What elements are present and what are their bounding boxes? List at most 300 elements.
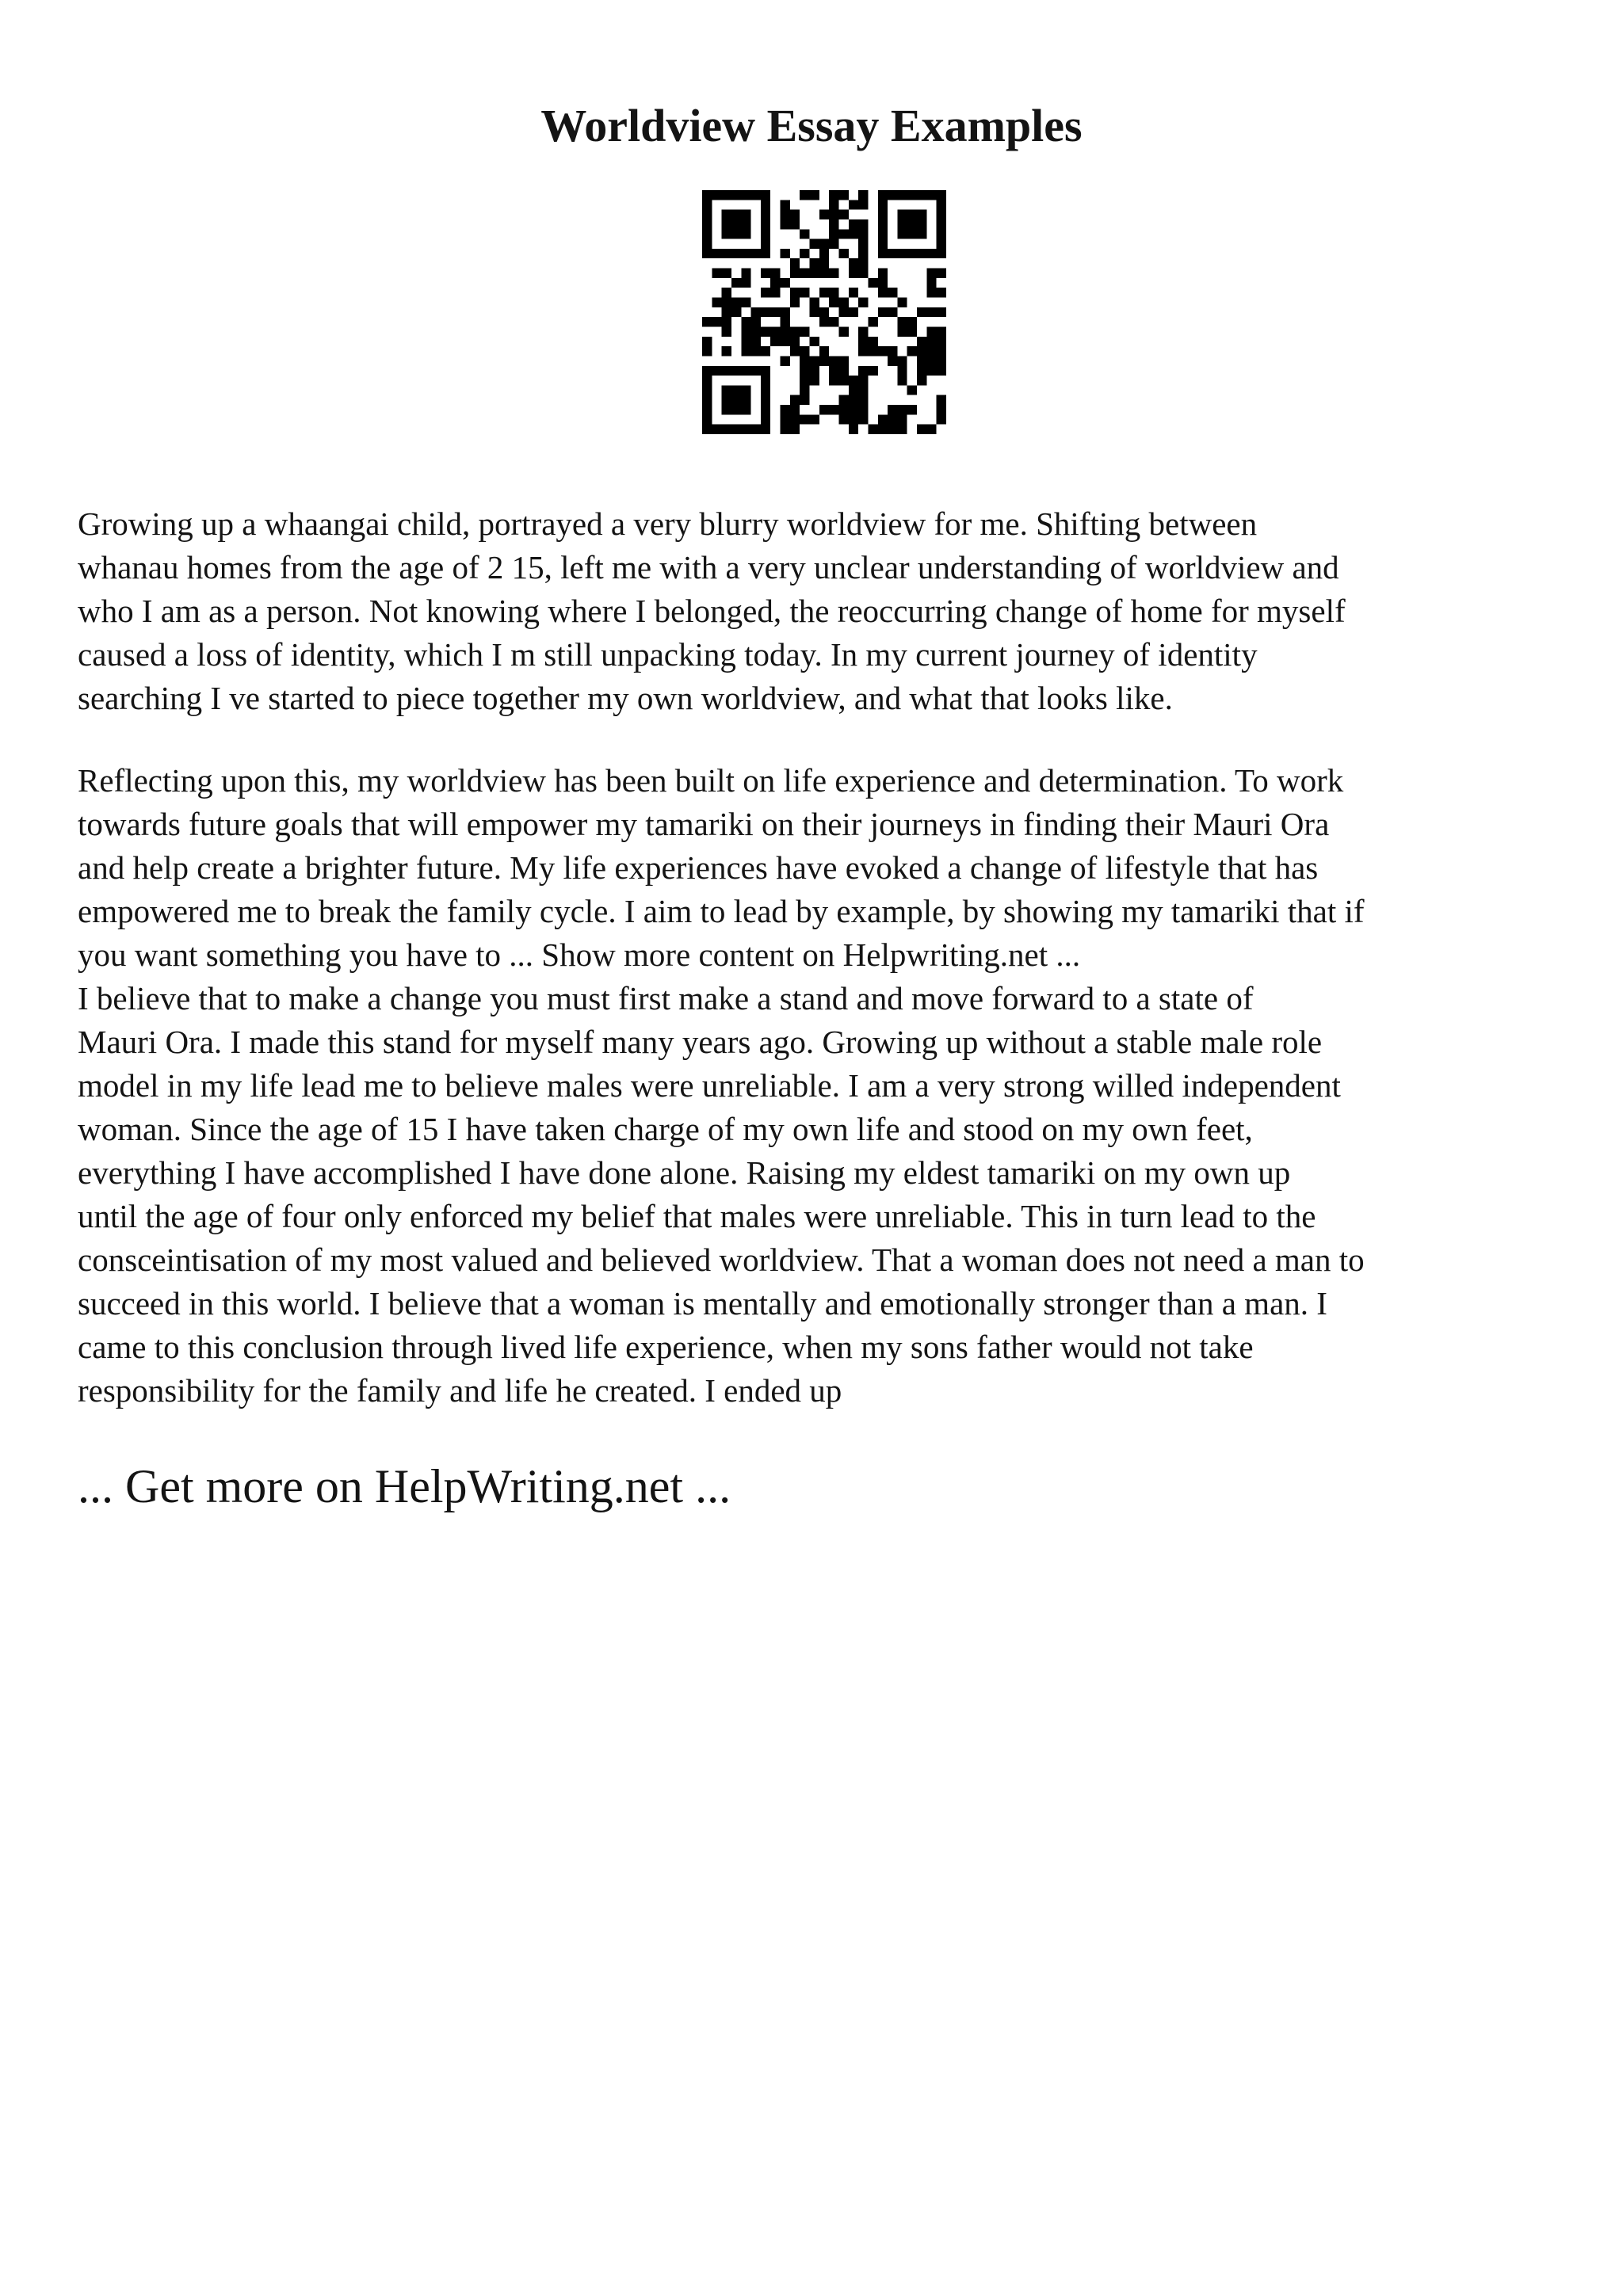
qr-module bbox=[761, 366, 770, 376]
qr-module bbox=[937, 346, 946, 356]
qr-module bbox=[800, 395, 809, 405]
qr-module bbox=[781, 326, 790, 336]
qr-module bbox=[702, 317, 712, 326]
qr-module bbox=[761, 395, 770, 405]
qr-module bbox=[926, 269, 936, 278]
qr-module bbox=[741, 249, 750, 258]
qr-module bbox=[897, 229, 907, 238]
qr-module bbox=[712, 249, 721, 258]
qr-module bbox=[888, 356, 897, 365]
qr-module bbox=[800, 326, 809, 336]
qr-module bbox=[790, 210, 800, 219]
qr-module bbox=[829, 239, 838, 249]
qr-module bbox=[810, 190, 819, 200]
get-more-link[interactable]: ... Get more on HelpWriting.net ... bbox=[78, 1460, 731, 1512]
qr-module bbox=[907, 229, 917, 238]
qr-module bbox=[819, 317, 829, 326]
qr-module bbox=[838, 307, 848, 317]
qr-module bbox=[800, 229, 809, 238]
qr-module bbox=[829, 200, 838, 209]
qr-module bbox=[722, 326, 731, 336]
qr-module bbox=[810, 376, 819, 385]
qr-module bbox=[878, 239, 888, 249]
qr-module bbox=[790, 298, 800, 307]
qr-module bbox=[731, 425, 741, 434]
qr-module bbox=[907, 385, 917, 395]
qr-module bbox=[888, 190, 897, 200]
paragraph-line: and help create a brighter future. My life experiences have evoked a change of lifestyle that has bbox=[78, 849, 1319, 886]
qr-module bbox=[800, 346, 809, 356]
qr-module bbox=[897, 298, 907, 307]
qr-module bbox=[897, 366, 907, 376]
qr-module bbox=[858, 258, 868, 268]
qr-module bbox=[838, 414, 848, 424]
qr-module bbox=[819, 307, 829, 317]
qr-module bbox=[917, 346, 926, 356]
qr-module bbox=[751, 307, 761, 317]
qr-module bbox=[937, 219, 946, 229]
qr-module bbox=[878, 307, 888, 317]
qr-module bbox=[868, 425, 877, 434]
qr-module bbox=[849, 307, 858, 317]
qr-module bbox=[937, 356, 946, 365]
qr-module bbox=[741, 385, 750, 395]
qr-module bbox=[761, 200, 770, 209]
qr-module bbox=[917, 210, 926, 219]
qr-module bbox=[878, 288, 888, 297]
qr-module bbox=[781, 278, 790, 288]
qr-module bbox=[897, 317, 907, 326]
qr-module bbox=[888, 425, 897, 434]
qr-module bbox=[819, 269, 829, 278]
qr-module bbox=[722, 269, 731, 278]
qr-module bbox=[897, 356, 907, 365]
qr-module bbox=[712, 317, 721, 326]
qr-module bbox=[731, 395, 741, 405]
qr-module bbox=[741, 366, 750, 376]
qr-module bbox=[897, 219, 907, 229]
qr-module bbox=[888, 288, 897, 297]
qr-module bbox=[926, 346, 936, 356]
qr-module bbox=[907, 346, 917, 356]
qr-module bbox=[800, 356, 809, 365]
qr-module bbox=[781, 200, 790, 209]
qr-module bbox=[722, 190, 731, 200]
qr-module bbox=[722, 317, 731, 326]
qr-module bbox=[741, 425, 750, 434]
paragraph-line: everything I have accomplished I have done alone. Raising my eldest tamariki on my own up bbox=[78, 1154, 1291, 1191]
qr-module bbox=[858, 366, 868, 376]
qr-module bbox=[731, 298, 741, 307]
qr-module bbox=[761, 219, 770, 229]
qr-module bbox=[937, 337, 946, 346]
qr-module bbox=[702, 190, 712, 200]
qr-module bbox=[741, 298, 750, 307]
qr-module bbox=[722, 346, 731, 356]
qr-module bbox=[838, 210, 848, 219]
qr-module bbox=[858, 239, 868, 249]
qr-module bbox=[937, 307, 946, 317]
qr-module bbox=[741, 278, 750, 288]
paragraph-line: woman. Since the age of 15 I have taken charge of my own life and stood on my own feet, bbox=[78, 1111, 1253, 1147]
qr-module bbox=[741, 326, 750, 336]
qr-module bbox=[937, 210, 946, 219]
qr-module bbox=[731, 366, 741, 376]
qr-module bbox=[829, 298, 838, 307]
qr-module bbox=[790, 258, 800, 268]
qr-module bbox=[819, 356, 829, 365]
qr-module bbox=[926, 288, 936, 297]
qr-module bbox=[800, 249, 809, 258]
qr-module bbox=[761, 269, 770, 278]
qr-module bbox=[907, 405, 917, 414]
qr-module bbox=[761, 326, 770, 336]
qr-module bbox=[731, 190, 741, 200]
qr-module bbox=[800, 190, 809, 200]
qr-module bbox=[838, 356, 848, 365]
qr-module bbox=[937, 239, 946, 249]
qr-module bbox=[829, 210, 838, 219]
qr-module bbox=[849, 385, 858, 395]
qr-module bbox=[917, 219, 926, 229]
qr-module bbox=[858, 346, 868, 356]
qr-module bbox=[761, 346, 770, 356]
qr-module bbox=[838, 326, 848, 336]
qr-module bbox=[858, 298, 868, 307]
qr-module bbox=[858, 219, 868, 229]
qr-module bbox=[731, 405, 741, 414]
paragraph-line: searching I ve started to piece together my own worldview, and what that looks like. bbox=[78, 680, 1173, 716]
qr-module bbox=[849, 376, 858, 385]
qr-module bbox=[897, 210, 907, 219]
qr-module bbox=[731, 210, 741, 219]
qr-module bbox=[868, 366, 877, 376]
qr-module bbox=[819, 405, 829, 414]
qr-module bbox=[751, 366, 761, 376]
qr-module bbox=[800, 269, 809, 278]
qr-module bbox=[917, 337, 926, 346]
qr-module bbox=[858, 229, 868, 238]
qr-module bbox=[849, 219, 858, 229]
qr-module bbox=[849, 229, 858, 238]
qr-module bbox=[751, 326, 761, 336]
qr-module bbox=[722, 249, 731, 258]
qr-module bbox=[702, 414, 712, 424]
paragraph-2 bbox=[78, 759, 1568, 1413]
qr-module bbox=[878, 249, 888, 258]
qr-module bbox=[868, 278, 877, 288]
qr-module bbox=[897, 376, 907, 385]
qr-module bbox=[702, 219, 712, 229]
qr-module bbox=[810, 258, 819, 268]
qr-module bbox=[800, 376, 809, 385]
qr-module bbox=[907, 190, 917, 200]
qr-module bbox=[838, 376, 848, 385]
qr-module bbox=[702, 249, 712, 258]
qr-module bbox=[937, 405, 946, 414]
qr-module bbox=[907, 210, 917, 219]
qr-module bbox=[829, 405, 838, 414]
qr-module bbox=[819, 288, 829, 297]
qr-module bbox=[731, 307, 741, 317]
qr-module bbox=[731, 249, 741, 258]
qr-module bbox=[937, 200, 946, 209]
qr-module bbox=[937, 190, 946, 200]
qr-module bbox=[829, 288, 838, 297]
qr-module bbox=[781, 317, 790, 326]
qr-module bbox=[722, 385, 731, 395]
qr-module bbox=[741, 346, 750, 356]
qr-module bbox=[810, 337, 819, 346]
qr-module bbox=[731, 278, 741, 288]
qr-module bbox=[878, 229, 888, 238]
qr-module bbox=[829, 356, 838, 365]
qr-module bbox=[781, 219, 790, 229]
qr-module bbox=[838, 366, 848, 376]
qr-module bbox=[907, 326, 917, 336]
qr-module bbox=[790, 346, 800, 356]
qr-module bbox=[702, 366, 712, 376]
qr-module bbox=[741, 269, 750, 278]
qr-module bbox=[761, 376, 770, 385]
qr-module bbox=[741, 317, 750, 326]
qr-module bbox=[829, 366, 838, 376]
qr-module bbox=[888, 249, 897, 258]
qr-module bbox=[781, 414, 790, 424]
qr-module bbox=[800, 288, 809, 297]
qr-module bbox=[800, 414, 809, 424]
qr-module bbox=[819, 210, 829, 219]
qr-module bbox=[858, 337, 868, 346]
qr-module bbox=[897, 249, 907, 258]
qr-module bbox=[888, 307, 897, 317]
qr-module bbox=[741, 210, 750, 219]
qr-module bbox=[712, 425, 721, 434]
qr-module bbox=[888, 405, 897, 414]
qr-module bbox=[917, 356, 926, 365]
qr-module bbox=[878, 346, 888, 356]
qr-module bbox=[858, 190, 868, 200]
qr-module bbox=[810, 298, 819, 307]
qr-module bbox=[926, 337, 936, 346]
qr-module bbox=[781, 425, 790, 434]
qr-module bbox=[712, 298, 721, 307]
qr-module bbox=[770, 307, 780, 317]
qr-module bbox=[790, 405, 800, 414]
qr-code-image bbox=[702, 190, 946, 434]
qr-module bbox=[926, 249, 936, 258]
qr-module bbox=[878, 200, 888, 209]
qr-module bbox=[770, 326, 780, 336]
qr-module bbox=[858, 405, 868, 414]
qr-module bbox=[722, 425, 731, 434]
qr-module bbox=[702, 376, 712, 385]
show-more-link[interactable]: you want something you have to ... Show more content on Helpwriting.net ... bbox=[78, 936, 1081, 973]
qr-module bbox=[849, 395, 858, 405]
qr-module bbox=[761, 210, 770, 219]
qr-module bbox=[810, 239, 819, 249]
qr-module bbox=[712, 269, 721, 278]
qr-module bbox=[751, 317, 761, 326]
qr-module bbox=[819, 346, 829, 356]
qr-module bbox=[741, 405, 750, 414]
qr-module bbox=[761, 229, 770, 238]
qr-module bbox=[926, 190, 936, 200]
qr-module bbox=[722, 229, 731, 238]
qr-module bbox=[731, 219, 741, 229]
qr-module bbox=[702, 405, 712, 414]
qr-module bbox=[741, 229, 750, 238]
qr-module bbox=[781, 356, 790, 365]
qr-module bbox=[937, 414, 946, 424]
qr-module bbox=[712, 190, 721, 200]
qr-module bbox=[897, 414, 907, 424]
qr-module bbox=[712, 366, 721, 376]
paragraph-line: until the age of four only enforced my belief that males were unreliable. This in turn lead to the bbox=[78, 1198, 1316, 1234]
qr-module bbox=[926, 425, 936, 434]
qr-module bbox=[849, 414, 858, 424]
qr-module bbox=[858, 249, 868, 258]
qr-module bbox=[770, 288, 780, 297]
qr-module bbox=[731, 229, 741, 238]
qr-module bbox=[810, 414, 819, 424]
qr-module bbox=[722, 366, 731, 376]
qr-module bbox=[917, 366, 926, 376]
paragraph-line: empowered me to break the family cycle. I aim to lead by example, by showing my tamariki that if bbox=[78, 893, 1365, 929]
qr-module bbox=[838, 298, 848, 307]
qr-module bbox=[741, 337, 750, 346]
qr-module bbox=[819, 239, 829, 249]
qr-module bbox=[849, 288, 858, 297]
qr-module bbox=[751, 425, 761, 434]
qr-module bbox=[888, 414, 897, 424]
qr-module bbox=[868, 346, 877, 356]
qr-module bbox=[761, 405, 770, 414]
qr-module bbox=[917, 307, 926, 317]
qr-module bbox=[800, 366, 809, 376]
qr-module bbox=[849, 405, 858, 414]
qr-module bbox=[781, 337, 790, 346]
qr-module bbox=[878, 425, 888, 434]
qr-module bbox=[878, 190, 888, 200]
qr-module bbox=[917, 249, 926, 258]
qr-module bbox=[829, 190, 838, 200]
qr-module bbox=[702, 385, 712, 395]
qr-module bbox=[858, 269, 868, 278]
qr-module bbox=[926, 326, 936, 336]
qr-module bbox=[868, 337, 877, 346]
qr-module bbox=[702, 229, 712, 238]
qr-module bbox=[761, 307, 770, 317]
qr-module bbox=[790, 269, 800, 278]
paragraph-line: Mauri Ora. I made this stand for myself many years ago. Growing up without a stable male role bbox=[78, 1024, 1323, 1060]
qr-module bbox=[829, 229, 838, 238]
qr-module bbox=[878, 210, 888, 219]
paragraph-line: succeed in this world. I believe that a woman is mentally and emotionally stronger than a man. I bbox=[78, 1285, 1327, 1322]
qr-module bbox=[888, 346, 897, 356]
qr-module bbox=[926, 307, 936, 317]
qr-module bbox=[838, 395, 848, 405]
qr-module bbox=[858, 385, 868, 395]
paragraph-line: came to this conclusion through lived life experience, when my sons father would not take bbox=[78, 1329, 1254, 1365]
qr-module bbox=[761, 385, 770, 395]
qr-module bbox=[810, 366, 819, 376]
qr-module bbox=[702, 337, 712, 346]
qr-module bbox=[917, 376, 926, 385]
qr-module bbox=[790, 414, 800, 424]
qr-module bbox=[907, 317, 917, 326]
qr-module bbox=[751, 190, 761, 200]
qr-module bbox=[722, 298, 731, 307]
qr-module bbox=[790, 425, 800, 434]
qr-module bbox=[741, 219, 750, 229]
qr-module bbox=[722, 405, 731, 414]
qr-module bbox=[878, 278, 888, 288]
qr-module bbox=[858, 414, 868, 424]
qr-module bbox=[868, 317, 877, 326]
qr-module bbox=[761, 190, 770, 200]
qr-module bbox=[751, 249, 761, 258]
qr-module bbox=[838, 249, 848, 258]
qr-module bbox=[731, 385, 741, 395]
qr-module bbox=[858, 326, 868, 336]
qr-module bbox=[702, 395, 712, 405]
qr-module bbox=[810, 307, 819, 317]
qr-module bbox=[761, 249, 770, 258]
qr-module bbox=[829, 219, 838, 229]
paragraph-line: responsibility for the family and life he created. I ended up bbox=[78, 1372, 842, 1409]
qr-module bbox=[722, 288, 731, 297]
qr-module bbox=[878, 219, 888, 229]
qr-module bbox=[926, 278, 936, 288]
qr-module bbox=[829, 269, 838, 278]
qr-module bbox=[849, 200, 858, 209]
qr-module bbox=[849, 258, 858, 268]
paragraph-line: Growing up a whaangai child, portrayed a very blurry worldview for me. Shifting between bbox=[78, 505, 1258, 542]
qr-module bbox=[917, 229, 926, 238]
paragraph-line: towards future goals that will empower my tamariki on their journeys in finding their Mauri Ora bbox=[78, 806, 1330, 842]
qr-module bbox=[810, 356, 819, 365]
qr-module bbox=[702, 239, 712, 249]
qr-module bbox=[858, 395, 868, 405]
qr-module bbox=[770, 269, 780, 278]
qr-module bbox=[761, 425, 770, 434]
qr-module bbox=[937, 229, 946, 238]
qr-module bbox=[741, 190, 750, 200]
qr-module bbox=[722, 210, 731, 219]
qr-module bbox=[878, 414, 888, 424]
qr-module bbox=[790, 395, 800, 405]
qr-module bbox=[741, 395, 750, 405]
qr-module bbox=[937, 326, 946, 336]
qr-module bbox=[849, 425, 858, 434]
qr-module bbox=[926, 356, 936, 365]
qr-module bbox=[761, 414, 770, 424]
qr-module bbox=[878, 269, 888, 278]
qr-module bbox=[790, 219, 800, 229]
qr-module bbox=[702, 200, 712, 209]
qr-module bbox=[907, 219, 917, 229]
qr-module bbox=[722, 395, 731, 405]
qr-module bbox=[838, 190, 848, 200]
qr-module bbox=[790, 326, 800, 336]
qr-module bbox=[897, 190, 907, 200]
qr-module bbox=[781, 249, 790, 258]
qr-module bbox=[907, 249, 917, 258]
paragraph-line: who I am as a person. Not knowing where I belonged, the reoccurring change of home for myself bbox=[78, 593, 1346, 629]
paragraph-line: I believe that to make a change you must first make a stand and move forward to a state of bbox=[78, 980, 1254, 1016]
qr-module bbox=[937, 395, 946, 405]
